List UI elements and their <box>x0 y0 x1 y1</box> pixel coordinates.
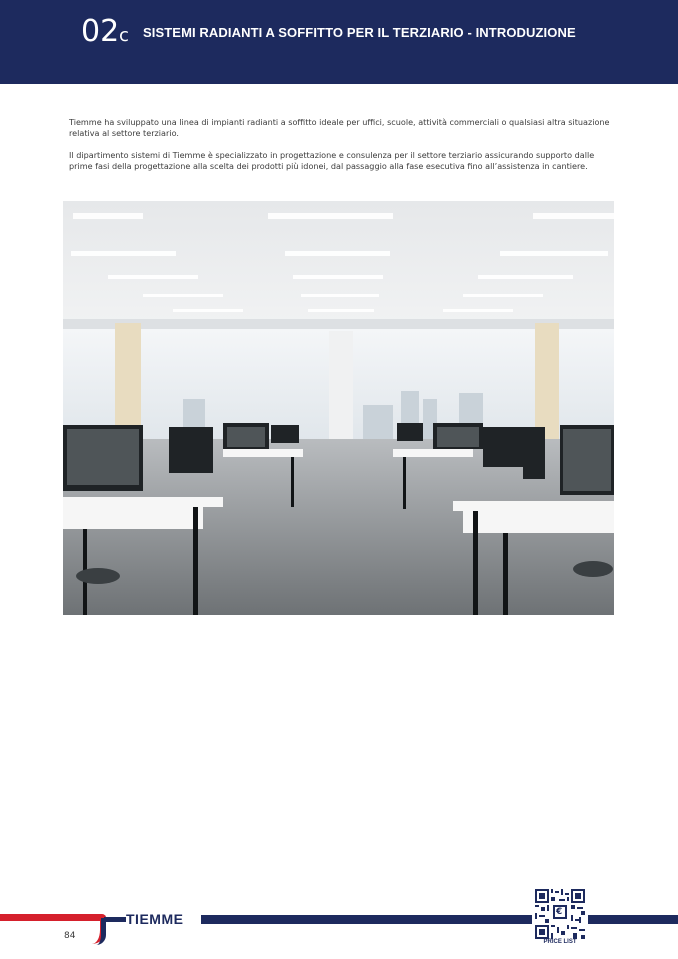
section-letter: c <box>119 25 129 46</box>
footer-blue-bar-short <box>104 917 126 922</box>
intro-paragraph: Il dipartimento sistemi di Tiemme è specializzato in progettazione e consulenza per il settore terziario assicurando supporto dalle prime fasi della progettazione alla scelta dei prodotti più idonei, dal passaggio alla fase esecutiva fino all’assistenza in cantiere. <box>69 150 595 171</box>
office-photo <box>63 201 614 615</box>
section-number: 02 <box>81 14 120 49</box>
page-header <box>0 0 678 84</box>
footer-red-bar <box>0 914 92 921</box>
brand-logo: TIEMME <box>126 911 184 927</box>
intro-paragraph: Tiemme ha sviluppato una linea di impianti radianti a soffitto ideale per uffici, scuole, attività commerciali o qualsiasi altra situazione relativa al settore terziario. <box>69 117 610 138</box>
euro-icon: € <box>556 907 563 917</box>
qr-label: PRICE LIST <box>543 939 577 945</box>
intro-text <box>69 117 615 183</box>
footer-blue-curve <box>94 918 106 945</box>
footer-blue-bar <box>201 915 678 924</box>
page-number: 84 <box>64 931 76 941</box>
price-list-qr[interactable] <box>532 887 588 949</box>
page-title: SISTEMI RADIANTI A SOFFITTO PER IL TERZIARIO - INTRODUZIONE <box>143 25 576 40</box>
